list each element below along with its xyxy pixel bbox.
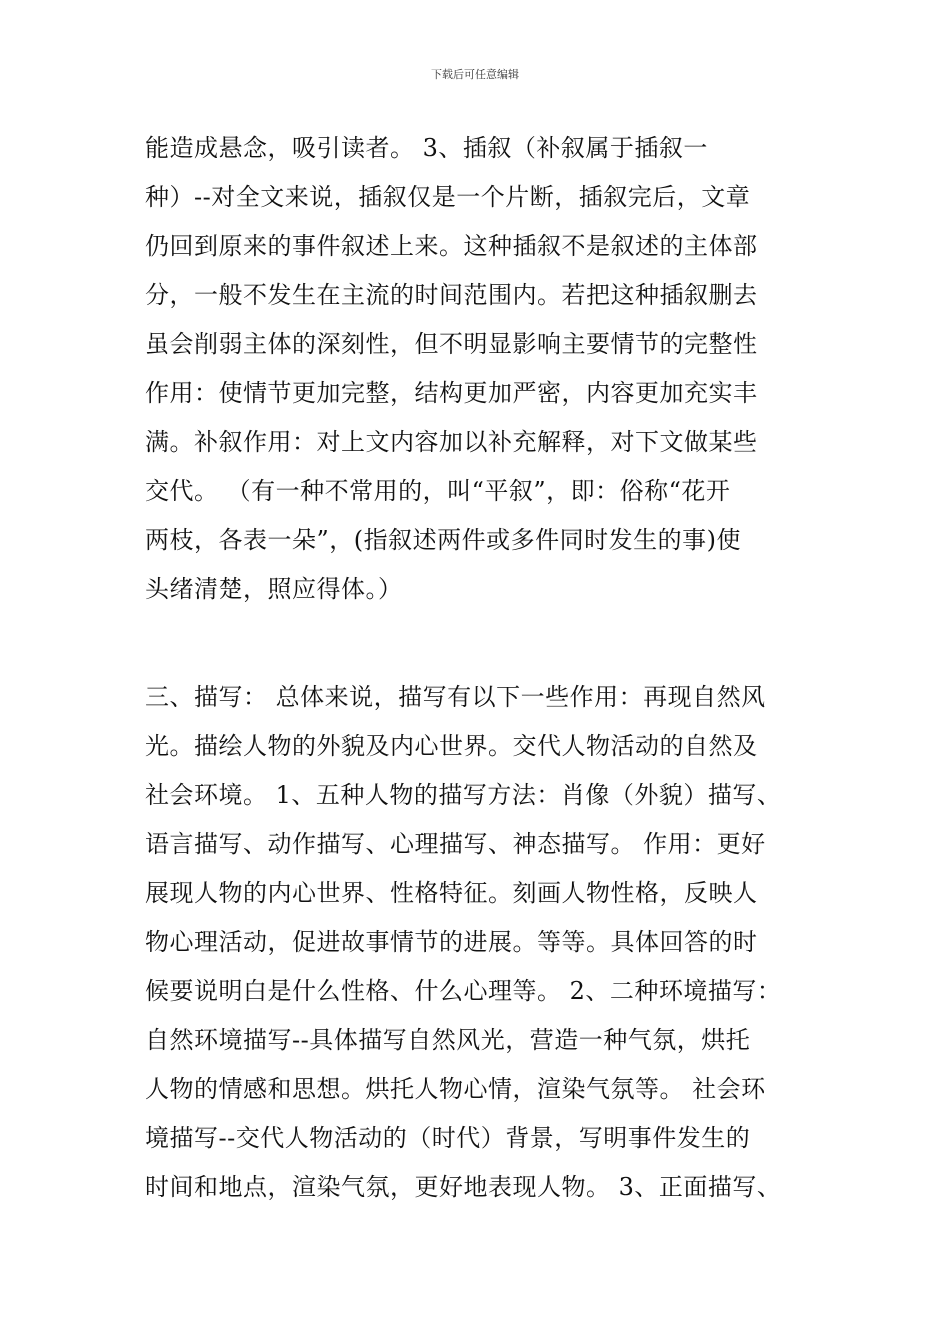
text-line: 能造成悬念，吸引读者。 3、插叙（补叙属于插叙一 <box>145 134 708 162</box>
text-line: 时间和地点，渲染气氛，更好地表现人物。 3、正面描写、 <box>145 1173 782 1201</box>
text-line: 物心理活动，促进故事情节的进展。等等。具体回答的时 <box>145 928 758 956</box>
text-line: 自然环境描写--具体描写自然风光，营造一种气氛，烘托 <box>145 1026 751 1054</box>
text-line: 展现人物的内心世界、性格特征。刻画人物性格，反映人 <box>145 879 758 907</box>
text-line: 语言描写、动作描写、心理描写、神态描写。 作用：更好 <box>145 830 766 858</box>
text-line: 候要说明白是什么性格、什么心理等。 2、二种环境描写： <box>145 977 782 1005</box>
text-line: 光。描绘人物的外貌及内心世界。交代人物活动的自然及 <box>145 732 758 760</box>
text-line: 人物的情感和思想。烘托人物心情，渲染气氛等。 社会环 <box>145 1075 766 1103</box>
text-line: 满。补叙作用：对上文内容加以补充解释，对下文做某些 <box>145 428 758 456</box>
text-line: 两枝，各表一朵”，(指叙述两件或多件同时发生的事)使 <box>145 526 741 554</box>
paragraph-description <box>145 673 825 1212</box>
text-line: 三、描写： 总体来说，描写有以下一些作用：再现自然风 <box>145 683 766 711</box>
page-header: 下载后可任意编辑 <box>431 68 519 81</box>
text-line: 仍回到原来的事件叙述上来。这种插叙不是叙述的主体部 <box>145 232 758 260</box>
text-line: 种）--对全文来说，插叙仅是一个片断，插叙完后，文章 <box>145 183 751 211</box>
text-line: 分，一般不发生在主流的时间范围内。若把这种插叙删去 <box>145 281 758 309</box>
text-line: 社会环境。 1、五种人物的描写方法：肖像（外貌）描写、 <box>145 781 782 809</box>
text-line: 作用：使情节更加完整，结构更加严密，内容更加充实丰 <box>145 379 758 407</box>
paragraph-narration <box>145 124 825 614</box>
text-line: 虽会削弱主体的深刻性，但不明显影响主要情节的完整性 <box>145 330 758 358</box>
text-line: 境描写--交代人物活动的（时代）背景，写明事件发生的 <box>145 1124 751 1152</box>
text-line: 交代。 （有一种不常用的，叫“平叙”，即：俗称“花开 <box>145 477 731 505</box>
text-line: 头绪清楚，照应得体。） <box>145 575 403 603</box>
